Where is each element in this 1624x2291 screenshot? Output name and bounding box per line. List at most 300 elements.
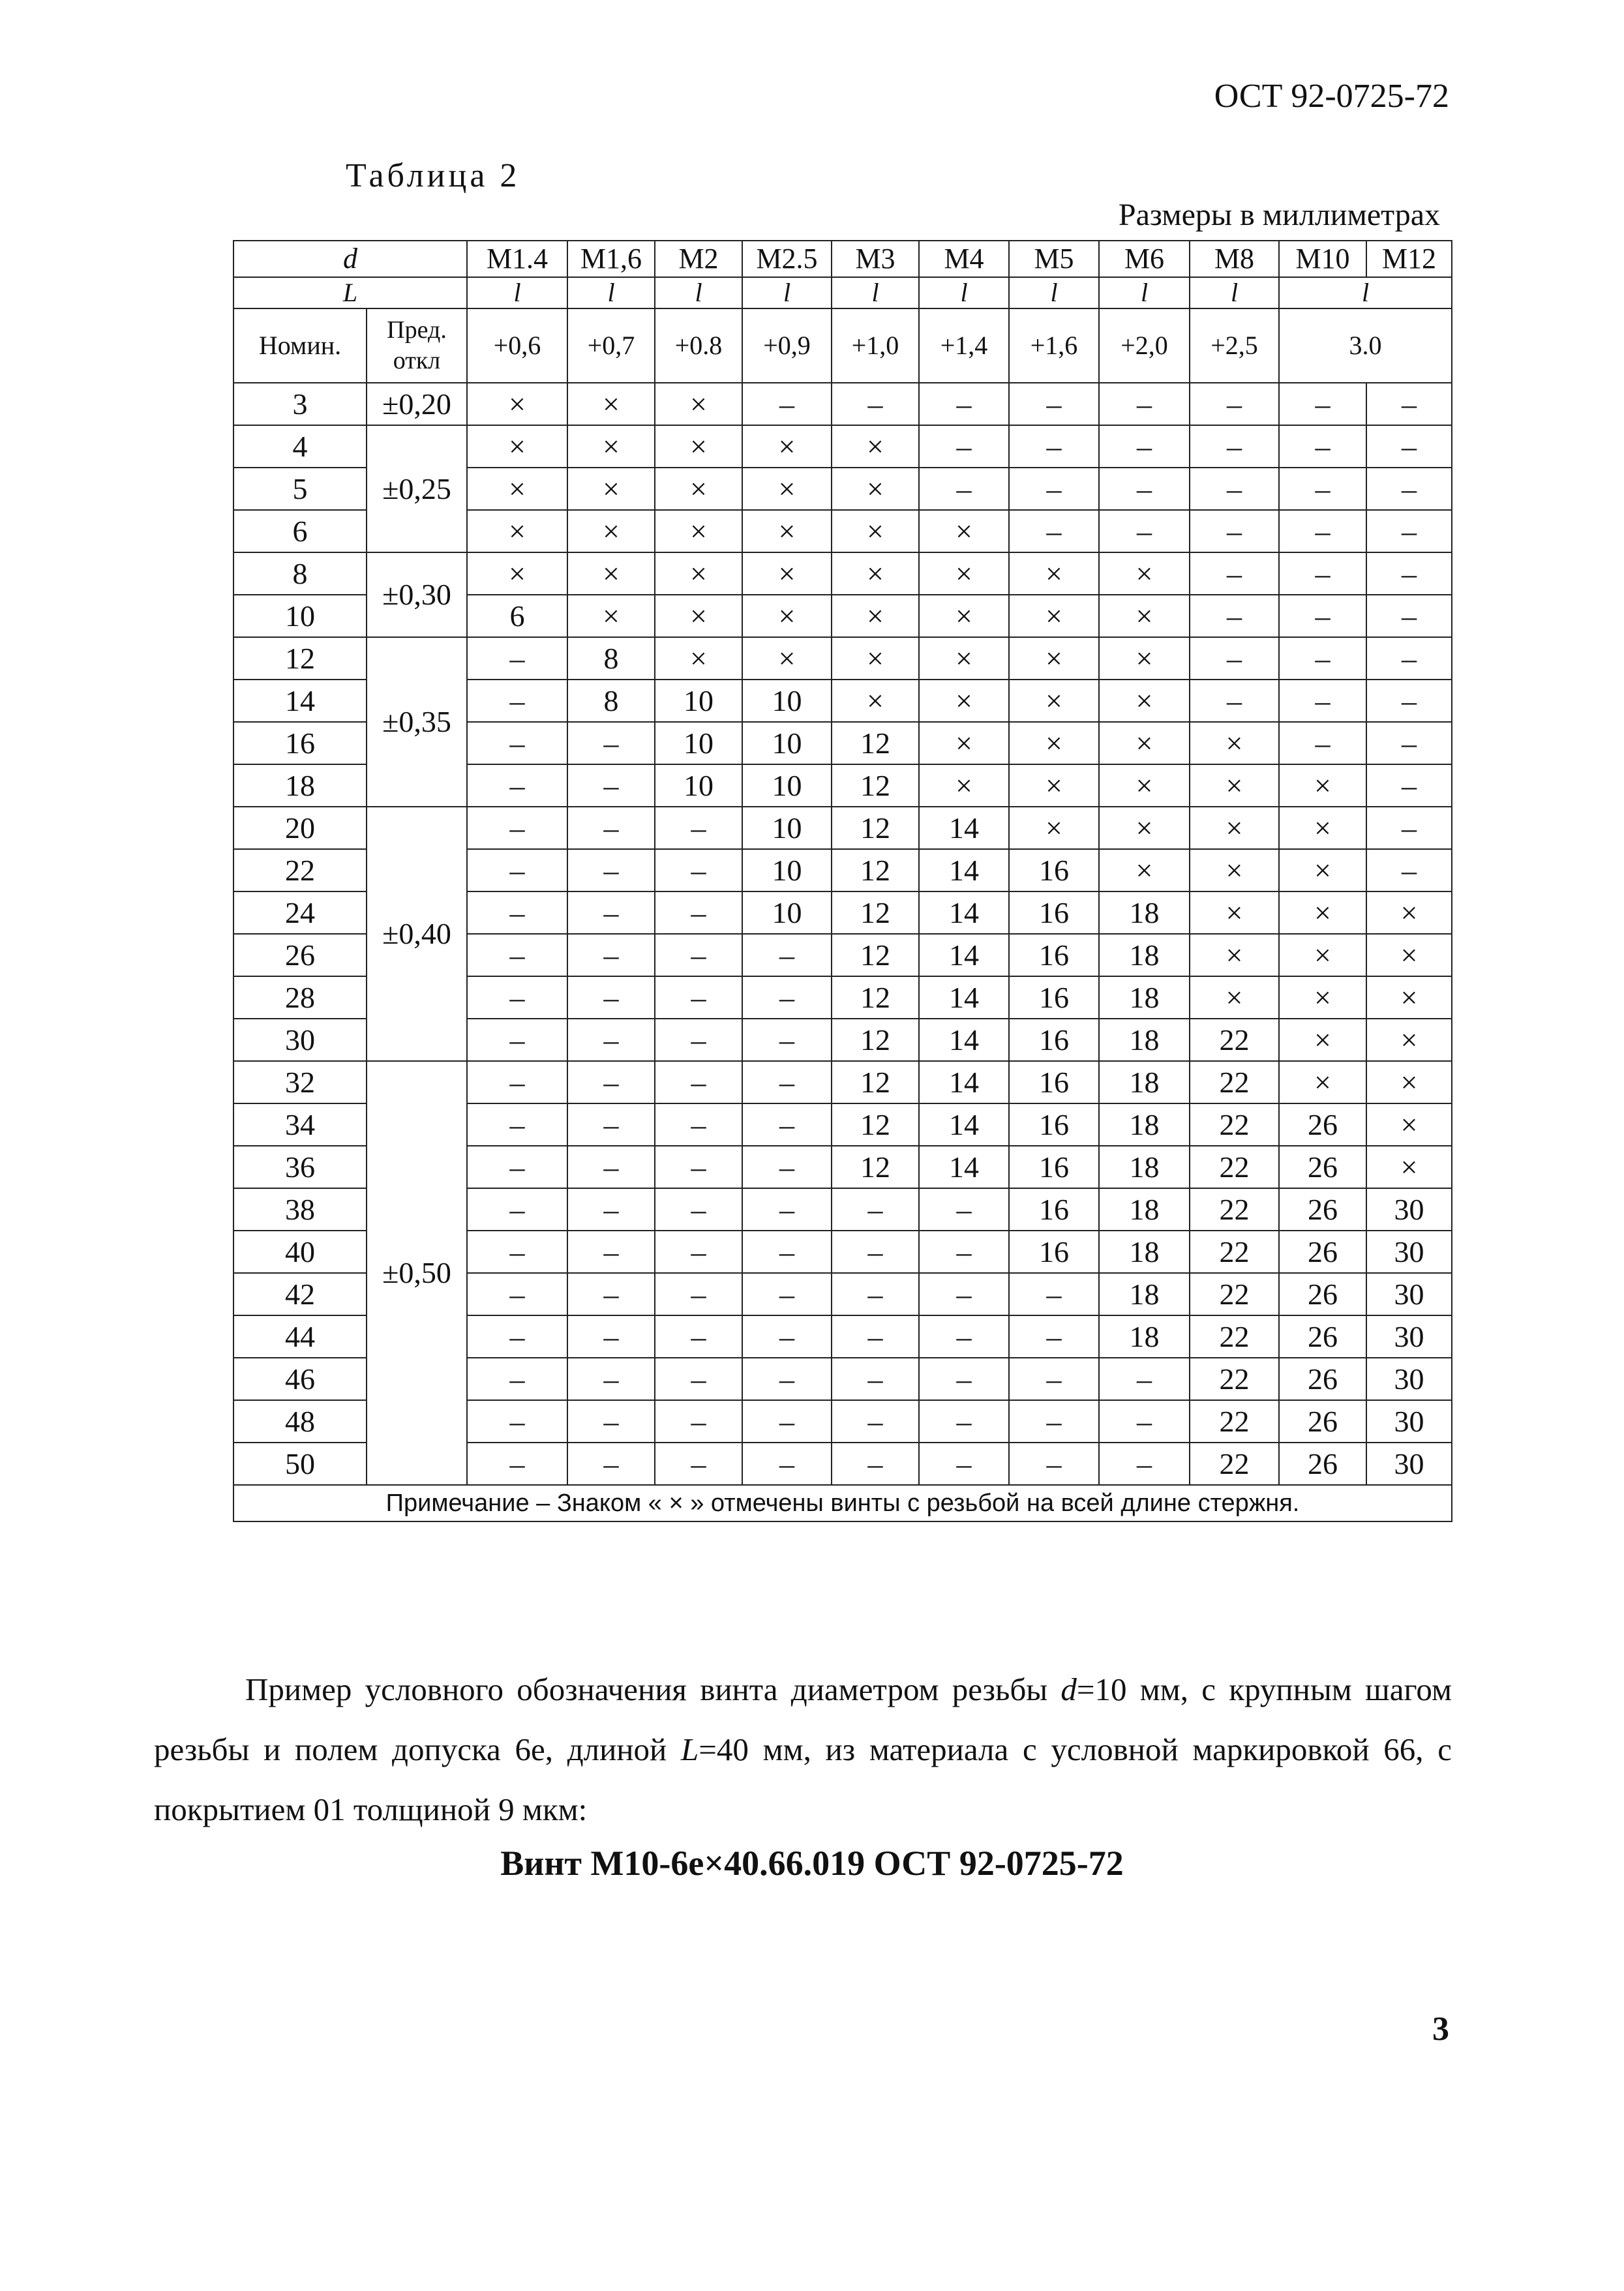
table-units: Размеры в миллиметрах: [1118, 198, 1440, 232]
thread-size-header: M2: [655, 241, 742, 277]
table-cell: –: [832, 1400, 919, 1443]
table-cell: 26: [1279, 1146, 1366, 1188]
table-cell: –: [467, 934, 567, 976]
table-cell: ×: [655, 552, 742, 595]
table-cell: –: [1099, 383, 1190, 425]
table-cell: –: [567, 1443, 655, 1485]
nominal-length: 40: [233, 1231, 367, 1273]
table-cell: –: [655, 1146, 742, 1188]
table-cell: 10: [655, 722, 742, 764]
table-cell: –: [832, 1231, 919, 1273]
table-cell: –: [832, 383, 919, 425]
deviation-value: ±0,35: [367, 637, 467, 807]
table-cell: 14: [919, 1103, 1009, 1146]
table-row: [233, 552, 1452, 595]
thread-size-header: M12: [1366, 241, 1452, 277]
table-cell: –: [655, 1315, 742, 1358]
table-cell: 22: [1190, 1231, 1279, 1273]
table-cell: –: [1009, 1358, 1099, 1400]
table-cell: –: [655, 807, 742, 849]
table-cell: 8: [567, 680, 655, 722]
table-cell: ×: [742, 425, 832, 468]
table-cell: –: [467, 849, 567, 891]
table-cell: 16: [1009, 1019, 1099, 1061]
table-cell: 22: [1190, 1146, 1279, 1188]
table-cell: 16: [1009, 934, 1099, 976]
table-cell: –: [832, 1358, 919, 1400]
nominal-length: 22: [233, 849, 367, 891]
L-label: L: [233, 277, 467, 308]
nominal-length: 44: [233, 1315, 367, 1358]
table-cell: 16: [1009, 849, 1099, 891]
table-cell: ×: [832, 425, 919, 468]
table-cell: –: [1009, 510, 1099, 552]
table-cell: –: [1009, 1273, 1099, 1315]
nominal-length: 10: [233, 595, 367, 637]
table-cell: –: [919, 1443, 1009, 1485]
l-tolerance: +1,6: [1009, 308, 1099, 383]
table-cell: –: [467, 722, 567, 764]
example-text-3: =40 мм, из материала с условной маркировкой 66, с покрытием 01 толщиной 9 мкм:: [154, 1731, 1452, 1827]
table-cell: 22: [1190, 1019, 1279, 1061]
example-designation: Винт М10-6е×40.66.019 ОСТ 92-0725-72: [500, 1844, 1124, 1883]
table-cell: ×: [1190, 934, 1279, 976]
example-paragraph: [154, 1660, 1452, 1840]
table-cell: –: [1099, 1400, 1190, 1443]
table-cell: –: [919, 1315, 1009, 1358]
table-cell: –: [1190, 383, 1279, 425]
table-cell: –: [655, 976, 742, 1019]
table-cell: –: [742, 1273, 832, 1315]
table-cell: –: [655, 1273, 742, 1315]
l-tolerance: +1,0: [832, 308, 919, 383]
table-cell: –: [467, 1019, 567, 1061]
nominal-length: 38: [233, 1188, 367, 1231]
table-cell: ×: [1190, 891, 1279, 934]
thread-size-header: M4: [919, 241, 1009, 277]
table-cell: ×: [832, 510, 919, 552]
table-cell: ×: [1366, 891, 1452, 934]
deviation-label: [367, 308, 467, 383]
table-cell: 14: [919, 1146, 1009, 1188]
table-cell: –: [742, 1103, 832, 1146]
table-cell: ×: [1009, 552, 1099, 595]
table-cell: 16: [1009, 1146, 1099, 1188]
table-cell: –: [567, 976, 655, 1019]
table-cell: 22: [1190, 1273, 1279, 1315]
table-cell: ×: [1366, 1103, 1452, 1146]
table-cell: ×: [832, 552, 919, 595]
table-cell: ×: [567, 595, 655, 637]
table-cell: 26: [1279, 1443, 1366, 1485]
length-header-row: [233, 277, 1452, 308]
l-tolerance-m10-m12: 3.0: [1279, 308, 1452, 383]
table-cell: –: [467, 1061, 567, 1103]
deviation-value: ±0,40: [367, 807, 467, 1061]
table-cell: 12: [832, 764, 919, 807]
table-cell: –: [567, 807, 655, 849]
table-cell: 16: [1009, 1188, 1099, 1231]
nominal-length: 12: [233, 637, 367, 680]
l-label: l: [832, 277, 919, 308]
l-tolerance: +0,7: [567, 308, 655, 383]
table-cell: –: [742, 1443, 832, 1485]
table-cell: ×: [1099, 637, 1190, 680]
table-cell: –: [742, 1315, 832, 1358]
table-cell: –: [832, 1315, 919, 1358]
table-cell: –: [1279, 722, 1366, 764]
table-cell: –: [655, 1443, 742, 1485]
table-cell: ×: [467, 510, 567, 552]
table-cell: ×: [1099, 552, 1190, 595]
table-cell: ×: [1099, 807, 1190, 849]
table-cell: –: [467, 1103, 567, 1146]
table-cell: –: [919, 1188, 1009, 1231]
table-cell: ×: [832, 595, 919, 637]
thread-size-header: M2.5: [742, 241, 832, 277]
table-cell: 12: [832, 1061, 919, 1103]
table-row: [233, 807, 1452, 849]
table-cell: –: [1279, 680, 1366, 722]
table-cell: –: [567, 1231, 655, 1273]
l-tolerance: +2,5: [1190, 308, 1279, 383]
table-cell: ×: [1190, 849, 1279, 891]
table-cell: –: [919, 1358, 1009, 1400]
table-cell: ×: [467, 468, 567, 510]
nominal-length: 30: [233, 1019, 367, 1061]
nominal-length: 6: [233, 510, 367, 552]
table-row: [233, 1061, 1452, 1103]
table-cell: 30: [1366, 1315, 1452, 1358]
table-cell: –: [567, 764, 655, 807]
table-note: Примечание – Знаком « × » отмечены винты с резьбой на всей длине стержня.: [233, 1485, 1452, 1521]
table-cell: –: [919, 383, 1009, 425]
table-cell: ×: [742, 510, 832, 552]
deviation-value: ±0,25: [367, 425, 467, 552]
thread-size-header: M10: [1279, 241, 1366, 277]
table-cell: –: [467, 807, 567, 849]
table-cell: –: [1366, 849, 1452, 891]
table-cell: –: [919, 1273, 1009, 1315]
table-cell: 10: [655, 764, 742, 807]
table-cell: 22: [1190, 1188, 1279, 1231]
table-cell: –: [1009, 1315, 1099, 1358]
table-cell: 12: [832, 807, 919, 849]
table-cell: –: [467, 1188, 567, 1231]
table-cell: 10: [655, 680, 742, 722]
table-cell: ×: [919, 722, 1009, 764]
deviation-value: ±0,30: [367, 552, 467, 637]
table-cell: ×: [1279, 807, 1366, 849]
thread-size-header: M1,6: [567, 241, 655, 277]
table-cell: ×: [1099, 764, 1190, 807]
table-cell: 26: [1279, 1315, 1366, 1358]
table-cell: 12: [832, 1146, 919, 1188]
table-cell: 18: [1099, 1146, 1190, 1188]
table-cell: ×: [832, 468, 919, 510]
l-tolerance: +0,9: [742, 308, 832, 383]
table-cell: ×: [1279, 934, 1366, 976]
table-cell: –: [1009, 425, 1099, 468]
table-cell: –: [1366, 510, 1452, 552]
table-cell: –: [832, 1188, 919, 1231]
table-cell: 30: [1366, 1273, 1452, 1315]
l-label: l: [467, 277, 567, 308]
table-cell: –: [467, 976, 567, 1019]
table-cell: ×: [919, 510, 1009, 552]
table-cell: –: [467, 1358, 567, 1400]
thread-size-header: M6: [1099, 241, 1190, 277]
table-cell: ×: [832, 680, 919, 722]
table-cell: –: [1099, 1443, 1190, 1485]
table-cell: –: [467, 1231, 567, 1273]
table-cell: ×: [1099, 722, 1190, 764]
table-cell: 12: [832, 1019, 919, 1061]
table-cell: –: [742, 1231, 832, 1273]
table-cell: ×: [1009, 637, 1099, 680]
table-cell: –: [1190, 552, 1279, 595]
table-cell: ×: [1190, 722, 1279, 764]
table-cell: 30: [1366, 1443, 1452, 1485]
table-cell: ×: [1009, 807, 1099, 849]
table-cell: ×: [467, 383, 567, 425]
table-cell: –: [1366, 383, 1452, 425]
example-d-var: d: [1060, 1671, 1077, 1707]
table-cell: –: [567, 934, 655, 976]
table-cell: 18: [1099, 934, 1190, 976]
table-cell: 6: [467, 595, 567, 637]
table-cell: ×: [1099, 849, 1190, 891]
table-cell: 16: [1009, 1231, 1099, 1273]
nominal-length: 32: [233, 1061, 367, 1103]
table-cell: –: [1190, 468, 1279, 510]
table-cell: 22: [1190, 1315, 1279, 1358]
table-cell: ×: [567, 425, 655, 468]
table-cell: 22: [1190, 1358, 1279, 1400]
table-cell: ×: [1009, 764, 1099, 807]
table-cell: 12: [832, 934, 919, 976]
table-cell: 12: [832, 1103, 919, 1146]
table-cell: –: [567, 1103, 655, 1146]
table-cell: ×: [1279, 1019, 1366, 1061]
table-cell: –: [467, 1146, 567, 1188]
table-cell: –: [1366, 722, 1452, 764]
table-cell: –: [742, 1146, 832, 1188]
table-cell: ×: [567, 552, 655, 595]
l-tolerance: +1,4: [919, 308, 1009, 383]
table-cell: –: [1279, 383, 1366, 425]
table-cell: –: [467, 680, 567, 722]
table-cell: ×: [1009, 722, 1099, 764]
table-cell: –: [467, 1443, 567, 1485]
table-row: [233, 383, 1452, 425]
nominal-length: 20: [233, 807, 367, 849]
table-cell: ×: [567, 510, 655, 552]
table-cell: –: [567, 1315, 655, 1358]
table-cell: ×: [1099, 595, 1190, 637]
nominal-length: 3: [233, 383, 367, 425]
l-label: l: [919, 277, 1009, 308]
table-cell: –: [742, 934, 832, 976]
table-cell: 26: [1279, 1273, 1366, 1315]
deviation-value: ±0,50: [367, 1061, 467, 1485]
table-cell: –: [832, 1443, 919, 1485]
d-label: d: [233, 241, 467, 277]
table-cell: ×: [655, 425, 742, 468]
table-cell: ×: [655, 637, 742, 680]
table-cell: –: [567, 1061, 655, 1103]
table-cell: –: [467, 891, 567, 934]
table-cell: –: [567, 849, 655, 891]
deviation-label-line1: Пред.: [387, 316, 447, 344]
table-cell: 22: [1190, 1443, 1279, 1485]
table-cell: –: [1366, 595, 1452, 637]
table-cell: 14: [919, 976, 1009, 1019]
table-cell: 18: [1099, 1315, 1190, 1358]
table-cell: ×: [1366, 1146, 1452, 1188]
table-cell: –: [742, 1188, 832, 1231]
table-cell: ×: [742, 637, 832, 680]
table-cell: 14: [919, 1019, 1009, 1061]
table-cell: 22: [1190, 1400, 1279, 1443]
table-cell: ×: [467, 552, 567, 595]
table-cell: 14: [919, 934, 1009, 976]
table-cell: ×: [655, 383, 742, 425]
table-cell: 14: [919, 1061, 1009, 1103]
table-cell: –: [1366, 764, 1452, 807]
nominal-length: 50: [233, 1443, 367, 1485]
table-cell: –: [467, 1315, 567, 1358]
table-cell: –: [742, 383, 832, 425]
nominal-length: 4: [233, 425, 367, 468]
table-row: [233, 637, 1452, 680]
table-cell: –: [655, 849, 742, 891]
table-cell: 26: [1279, 1103, 1366, 1146]
table-cell: –: [1279, 425, 1366, 468]
table-cell: ×: [1190, 807, 1279, 849]
table-cell: 26: [1279, 1358, 1366, 1400]
table-cell: ×: [655, 468, 742, 510]
l-label: l: [742, 277, 832, 308]
table-cell: ×: [919, 680, 1009, 722]
table-cell: –: [1366, 637, 1452, 680]
nominal-length: 48: [233, 1400, 367, 1443]
table-cell: –: [655, 1061, 742, 1103]
table-title: Таблица 2: [346, 157, 520, 194]
table-cell: ×: [1279, 1061, 1366, 1103]
table-cell: –: [1366, 468, 1452, 510]
table-cell: ×: [1279, 849, 1366, 891]
table-cell: 10: [742, 680, 832, 722]
l-label: l: [655, 277, 742, 308]
table-cell: –: [1190, 637, 1279, 680]
table-cell: –: [742, 976, 832, 1019]
thread-size-header: M8: [1190, 241, 1279, 277]
table-cell: ×: [1009, 595, 1099, 637]
table-cell: –: [919, 1400, 1009, 1443]
thread-size-header: M5: [1009, 241, 1099, 277]
nominal-length: 28: [233, 976, 367, 1019]
nominal-length: 8: [233, 552, 367, 595]
table-cell: ×: [742, 595, 832, 637]
table-cell: 16: [1009, 1061, 1099, 1103]
table-cell: –: [1279, 552, 1366, 595]
table-cell: –: [742, 1358, 832, 1400]
table-cell: 18: [1099, 1231, 1190, 1273]
document-code: ОСТ 92-0725-72: [1214, 78, 1449, 115]
nominal-length: 14: [233, 680, 367, 722]
table-cell: –: [655, 891, 742, 934]
table-cell: –: [919, 1231, 1009, 1273]
table-cell: ×: [655, 510, 742, 552]
table-cell: 12: [832, 722, 919, 764]
table-cell: ×: [919, 637, 1009, 680]
table-cell: 30: [1366, 1188, 1452, 1231]
table-cell: –: [467, 637, 567, 680]
table-cell: ×: [919, 552, 1009, 595]
table-cell: –: [1366, 680, 1452, 722]
l-label: l: [1099, 277, 1190, 308]
nominal-length: 26: [233, 934, 367, 976]
table-cell: 10: [742, 722, 832, 764]
table-cell: 18: [1099, 1061, 1190, 1103]
table-cell: –: [655, 1188, 742, 1231]
table-cell: –: [1190, 510, 1279, 552]
table-cell: ×: [1366, 934, 1452, 976]
nominal-length: 34: [233, 1103, 367, 1146]
table-cell: 18: [1099, 891, 1190, 934]
table-cell: –: [742, 1019, 832, 1061]
table-cell: –: [567, 1146, 655, 1188]
table-cell: ×: [1190, 976, 1279, 1019]
table-cell: –: [1279, 637, 1366, 680]
table-cell: ×: [567, 468, 655, 510]
table-cell: –: [1099, 468, 1190, 510]
table-cell: ×: [655, 595, 742, 637]
table-cell: –: [1099, 510, 1190, 552]
table-cell: ×: [1366, 1061, 1452, 1103]
table-cell: –: [1009, 383, 1099, 425]
table-cell: –: [655, 1358, 742, 1400]
table-cell: –: [1009, 1400, 1099, 1443]
table-cell: 30: [1366, 1400, 1452, 1443]
table-cell: 14: [919, 849, 1009, 891]
l-label: l: [1009, 277, 1099, 308]
example-text-1: Пример условного обозначения винта диаметром резьбы: [245, 1671, 1061, 1707]
table-cell: –: [1366, 552, 1452, 595]
table-cell: –: [919, 425, 1009, 468]
table-cell: –: [1190, 595, 1279, 637]
deviation-value: ±0,20: [367, 383, 467, 425]
table-cell: –: [832, 1273, 919, 1315]
table-cell: 16: [1009, 1103, 1099, 1146]
table-cell: 26: [1279, 1231, 1366, 1273]
table-cell: –: [1099, 1358, 1190, 1400]
table-cell: 30: [1366, 1358, 1452, 1400]
table-cell: 14: [919, 891, 1009, 934]
table-cell: –: [1279, 510, 1366, 552]
table-cell: 18: [1099, 1103, 1190, 1146]
table-cell: ×: [1009, 680, 1099, 722]
nominal-length: 5: [233, 468, 367, 510]
table-cell: –: [1009, 468, 1099, 510]
table-cell: –: [567, 722, 655, 764]
table-cell: ×: [567, 383, 655, 425]
table-cell: ×: [1366, 976, 1452, 1019]
table-cell: –: [1279, 595, 1366, 637]
l-tolerance: +2,0: [1099, 308, 1190, 383]
table-cell: 14: [919, 807, 1009, 849]
